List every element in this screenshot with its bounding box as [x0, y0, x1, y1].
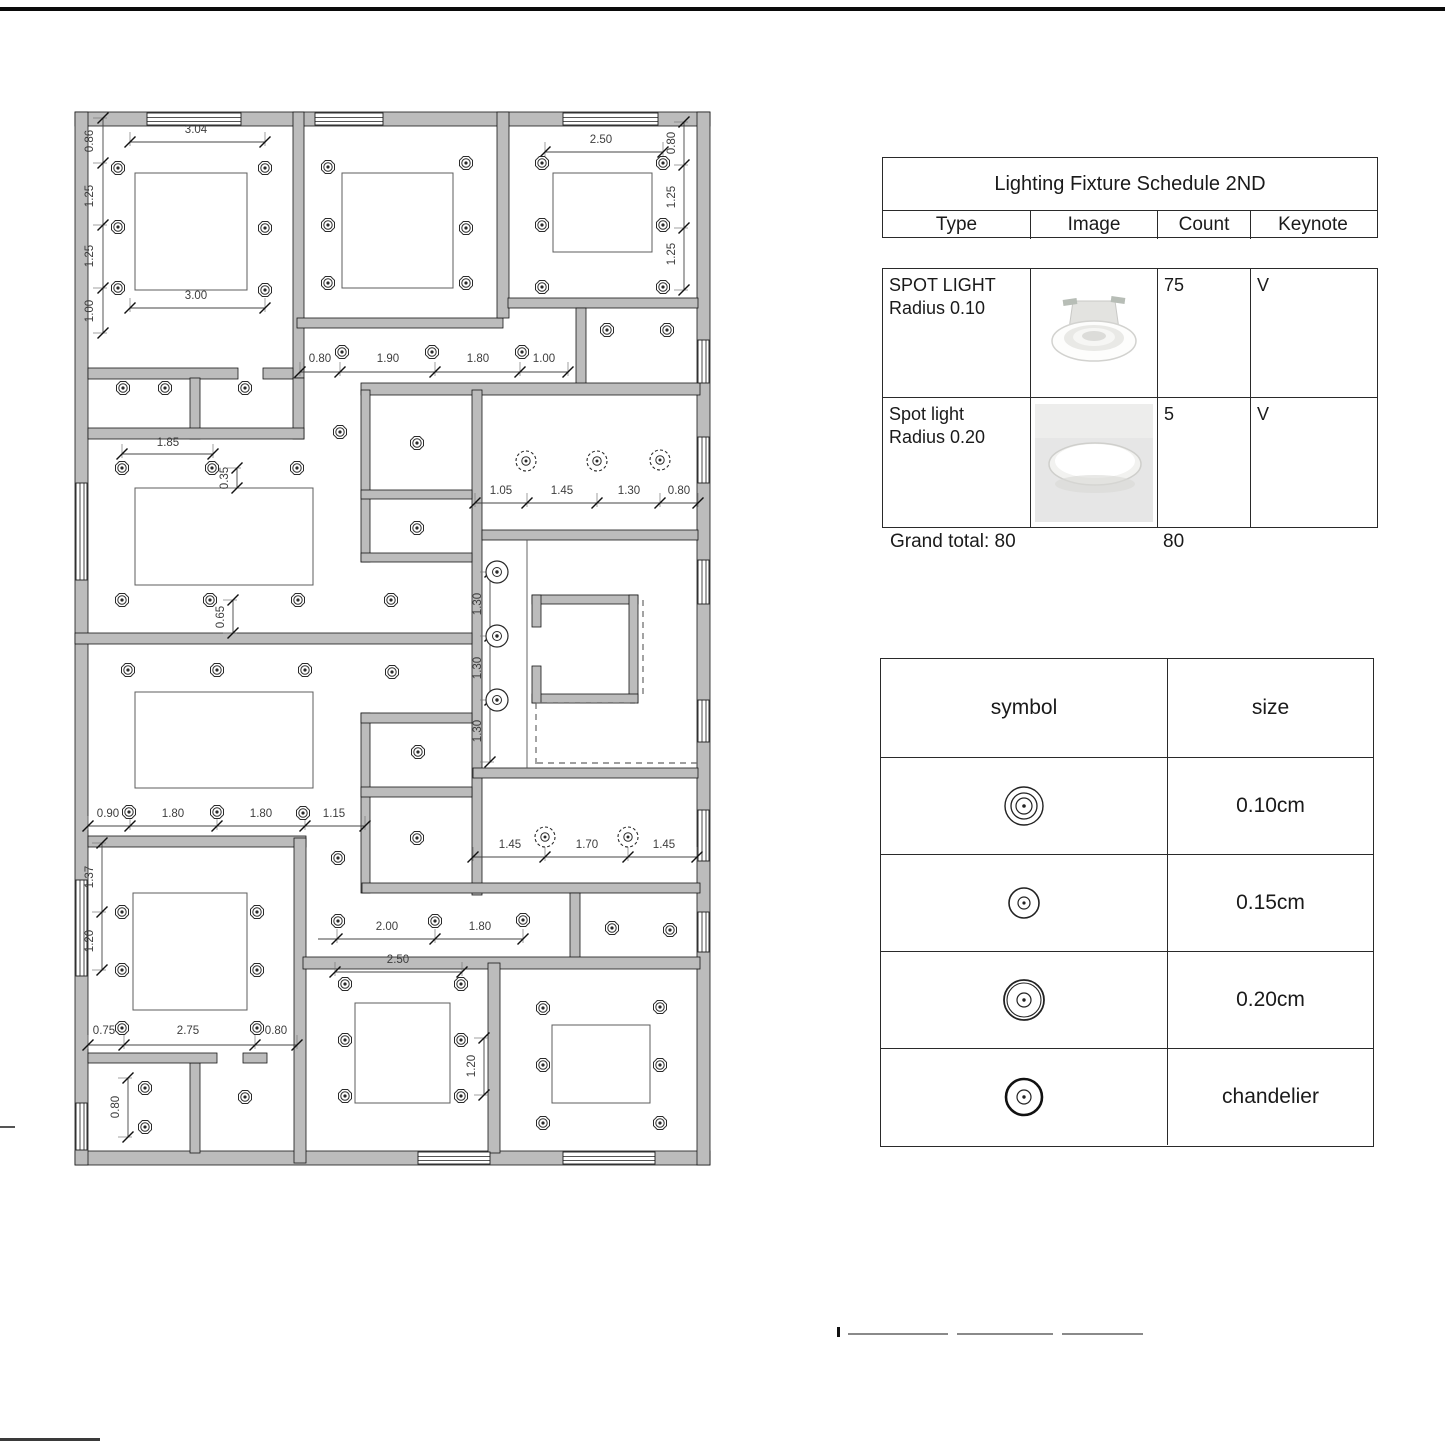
- spot-symbol-0.10-icon: [881, 758, 1168, 854]
- spot-fixture-0.10: [339, 978, 352, 991]
- fixture-type-line1: SPOT LIGHT: [889, 275, 996, 295]
- spot-fixture-0.10: [664, 924, 677, 937]
- spot-symbol-0.15-icon: [881, 855, 1168, 951]
- dimension-label: 1.30: [472, 592, 484, 616]
- dimension-label: 1.00: [532, 353, 556, 365]
- fixture-count: 75: [1158, 269, 1251, 397]
- legend-row-010: [881, 758, 1373, 855]
- spot-fixture-0.10: [455, 1034, 468, 1047]
- spot-fixture-0.20: [535, 827, 555, 847]
- grand-total-count: 80: [1163, 531, 1185, 552]
- spot-fixture-0.10: [239, 382, 252, 395]
- spot-fixture-0.10: [332, 852, 345, 865]
- spot-fixture-0.10: [332, 915, 345, 928]
- spot-fixture-0.10: [116, 462, 129, 475]
- spot-fixture-0.10: [606, 922, 619, 935]
- spot-fixture-0.10: [116, 906, 129, 919]
- schedule-header-table: [882, 157, 1378, 238]
- dimension-label: 1.25: [84, 184, 96, 208]
- fixture-type: [883, 398, 1031, 528]
- chandelier-symbol-icon: [881, 1049, 1168, 1145]
- spot-fixture-0.10: [429, 915, 442, 928]
- fixture-count: 5: [1158, 398, 1251, 528]
- spot-fixture-0.10: [122, 664, 135, 677]
- spot-fixture-0.10: [112, 221, 125, 234]
- chandelier-fixture: [486, 689, 508, 711]
- spot-fixture-0.10: [299, 664, 312, 677]
- spot-fixture-0.10: [292, 594, 305, 607]
- spot-fixture-0.10: [339, 1090, 352, 1103]
- dimension-label: 0.65: [215, 605, 227, 629]
- spot-fixture-0.10: [112, 282, 125, 295]
- spot-fixture-0.10: [661, 324, 674, 337]
- spot-fixture-0.10: [336, 346, 349, 359]
- spot-fixture-0.10: [259, 222, 272, 235]
- spot-fixture-0.10: [291, 462, 304, 475]
- legend-row-015: [881, 855, 1373, 952]
- legend-row-chandelier: [881, 1049, 1373, 1145]
- spot-fixture-0.10: [322, 161, 335, 174]
- spot-fixture-0.10: [239, 1091, 252, 1104]
- schedule-header-image: Image: [1031, 211, 1158, 239]
- spot-fixture-0.10: [159, 382, 172, 395]
- legend-row-020: [881, 952, 1373, 1049]
- dimension-label: 2.50: [386, 954, 410, 966]
- spot-fixture-0.10: [297, 807, 310, 820]
- spot-fixture-0.10: [657, 157, 670, 170]
- fixture-type: [883, 269, 1031, 397]
- dimension-label: 1.30: [472, 656, 484, 680]
- dimension-label: 1.15: [322, 808, 346, 820]
- spot-fixture-0.10: [455, 978, 468, 991]
- dimension-label: 1.90: [376, 353, 400, 365]
- dimension-label: 0.80: [667, 485, 691, 497]
- legend-size-value: 0.20cm: [1236, 988, 1305, 1011]
- spot-fixture-0.10: [139, 1121, 152, 1134]
- dimension-label: 1.05: [489, 485, 513, 497]
- dimension-label: 0.80: [666, 131, 678, 155]
- spot-fixture-0.10: [654, 1001, 667, 1014]
- spot-fixture-0.10: [334, 426, 347, 439]
- spot-fixture-0.10: [206, 462, 219, 475]
- spot-fixture-0.10: [412, 746, 425, 759]
- spot-fixture-0.10: [460, 157, 473, 170]
- dimension-label: 1.25: [666, 185, 678, 209]
- spot-fixture-0.10: [537, 1002, 550, 1015]
- spot-fixture-0.10: [117, 382, 130, 395]
- spot-fixture-0.10: [654, 1117, 667, 1130]
- spot-fixture-0.20: [587, 451, 607, 471]
- schedule-header-keynote: Keynote: [1278, 214, 1348, 235]
- schedule-row-spotlight-020: [883, 398, 1377, 528]
- dimension-label: 0.35: [219, 466, 231, 490]
- spot-fixture-0.10: [516, 346, 529, 359]
- spot-fixture-0.10: [411, 437, 424, 450]
- spot-fixture-0.10: [537, 1117, 550, 1130]
- dimension-label: 0.75: [92, 1025, 116, 1037]
- spot-fixture-0.10: [385, 594, 398, 607]
- dimension-label: 1.80: [161, 808, 185, 820]
- spot-fixture-0.10: [536, 157, 549, 170]
- legend-size-value: chandelier: [1222, 1085, 1319, 1108]
- fixture-type-line2: Radius 0.10: [889, 297, 986, 318]
- legend-header-size: size: [1251, 696, 1290, 719]
- dimension-label: 1.80: [249, 808, 273, 820]
- schedule-header-type: Type: [883, 211, 1031, 239]
- legend-size-value: 0.15cm: [1236, 891, 1305, 914]
- spot-fixture-0.10: [204, 594, 217, 607]
- chandelier-fixture: [486, 625, 508, 647]
- spot-fixture-0.10: [112, 162, 125, 175]
- chandelier-fixture: [486, 561, 508, 583]
- spot-symbol-0.20-icon: [881, 952, 1168, 1048]
- spot-fixture-0.10: [386, 666, 399, 679]
- fixture-type-line1: Spot light: [889, 404, 965, 424]
- dimension-label: 1.85: [156, 437, 180, 449]
- spot-fixture-0.10: [123, 806, 136, 819]
- spot-fixture-0.20: [516, 451, 536, 471]
- spot-fixture-0.10: [657, 219, 670, 232]
- dimension-label: 3.04: [184, 124, 208, 136]
- fixture-keynote: V: [1257, 275, 1270, 295]
- dimension-label: 1.45: [652, 839, 676, 851]
- spot-fixture-0.10: [259, 284, 272, 297]
- spot-fixture-0.10: [116, 594, 129, 607]
- spot-fixture-0.10: [536, 281, 549, 294]
- spot-fixture-0.10: [460, 277, 473, 290]
- dimension-label: 1.80: [468, 921, 492, 933]
- spot-fixture-0.10: [211, 806, 224, 819]
- dimension-label: 2.75: [176, 1025, 200, 1037]
- dimension-label: 1.45: [550, 485, 574, 497]
- dimension-label: 0.90: [96, 808, 120, 820]
- spot-fixture-0.10: [455, 1090, 468, 1103]
- dimension-label: 2.50: [589, 134, 613, 146]
- spot-fixture-0.10: [116, 964, 129, 977]
- spot-fixture-0.10: [251, 964, 264, 977]
- schedule-column-headers: [883, 211, 1377, 239]
- recessed-spotlight-photo: [1031, 269, 1158, 397]
- spot-fixture-0.10: [139, 1082, 152, 1095]
- dimension-label: 0.80: [110, 1095, 122, 1119]
- schedule-header-count: Count: [1158, 211, 1251, 239]
- dimension-label: 1.25: [666, 242, 678, 266]
- spot-fixture-0.10: [601, 324, 614, 337]
- legend-size-value: 0.10cm: [1236, 794, 1305, 817]
- legend-header-row: [881, 659, 1373, 758]
- dimension-label: 1.45: [498, 839, 522, 851]
- legend-header-symbol: symbol: [881, 659, 1168, 757]
- spot-fixture-0.10: [536, 219, 549, 232]
- spot-fixture-0.10: [426, 346, 439, 359]
- spot-fixture-0.10: [116, 1022, 129, 1035]
- flush-spotlight-photo: [1031, 398, 1158, 528]
- dimension-label: 0.80: [264, 1025, 288, 1037]
- spot-fixture-0.10: [251, 1022, 264, 1035]
- dimension-label: 0.86: [84, 129, 96, 153]
- fixture-type-line2: Radius 0.20: [889, 426, 986, 447]
- dimension-label: 1.00: [84, 299, 96, 323]
- schedule-body-table: [882, 268, 1378, 528]
- dimension-label: 1.70: [575, 839, 599, 851]
- dimension-label: 1.30: [472, 719, 484, 743]
- dimension-label: 1.20: [84, 929, 96, 953]
- spot-fixture-0.10: [259, 162, 272, 175]
- spot-fixture-0.10: [654, 1059, 667, 1072]
- spot-fixture-0.10: [211, 664, 224, 677]
- spot-fixture-0.10: [251, 906, 264, 919]
- spot-fixture-0.10: [322, 277, 335, 290]
- fixture-keynote: V: [1257, 404, 1270, 424]
- schedule-row-spotlight-010: [883, 269, 1377, 398]
- dimension-label: 1.20: [466, 1054, 478, 1078]
- spot-fixture-0.10: [411, 522, 424, 535]
- symbol-legend-table: [880, 658, 1374, 1147]
- dimension-label: 1.30: [617, 485, 641, 497]
- dimension-label: 1.25: [84, 244, 96, 268]
- spot-fixture-0.10: [657, 281, 670, 294]
- spot-fixture-0.10: [460, 222, 473, 235]
- spot-fixture-0.10: [537, 1059, 550, 1072]
- dimension-label: 1.37: [84, 865, 96, 889]
- spot-fixture-0.20: [650, 450, 670, 470]
- schedule-title: Lighting Fixture Schedule 2ND: [883, 158, 1377, 211]
- spot-fixture-0.10: [517, 914, 530, 927]
- dimension-label: 0.80: [308, 353, 332, 365]
- spot-fixture-0.10: [322, 219, 335, 232]
- spot-fixture-0.20: [618, 827, 638, 847]
- grand-total-label: Grand total: 80: [890, 531, 1016, 552]
- spot-fixture-0.10: [339, 1034, 352, 1047]
- spot-fixture-0.10: [411, 832, 424, 845]
- dimension-label: 3.00: [184, 290, 208, 302]
- dimension-label: 2.00: [375, 921, 399, 933]
- dimension-label: 1.80: [466, 353, 490, 365]
